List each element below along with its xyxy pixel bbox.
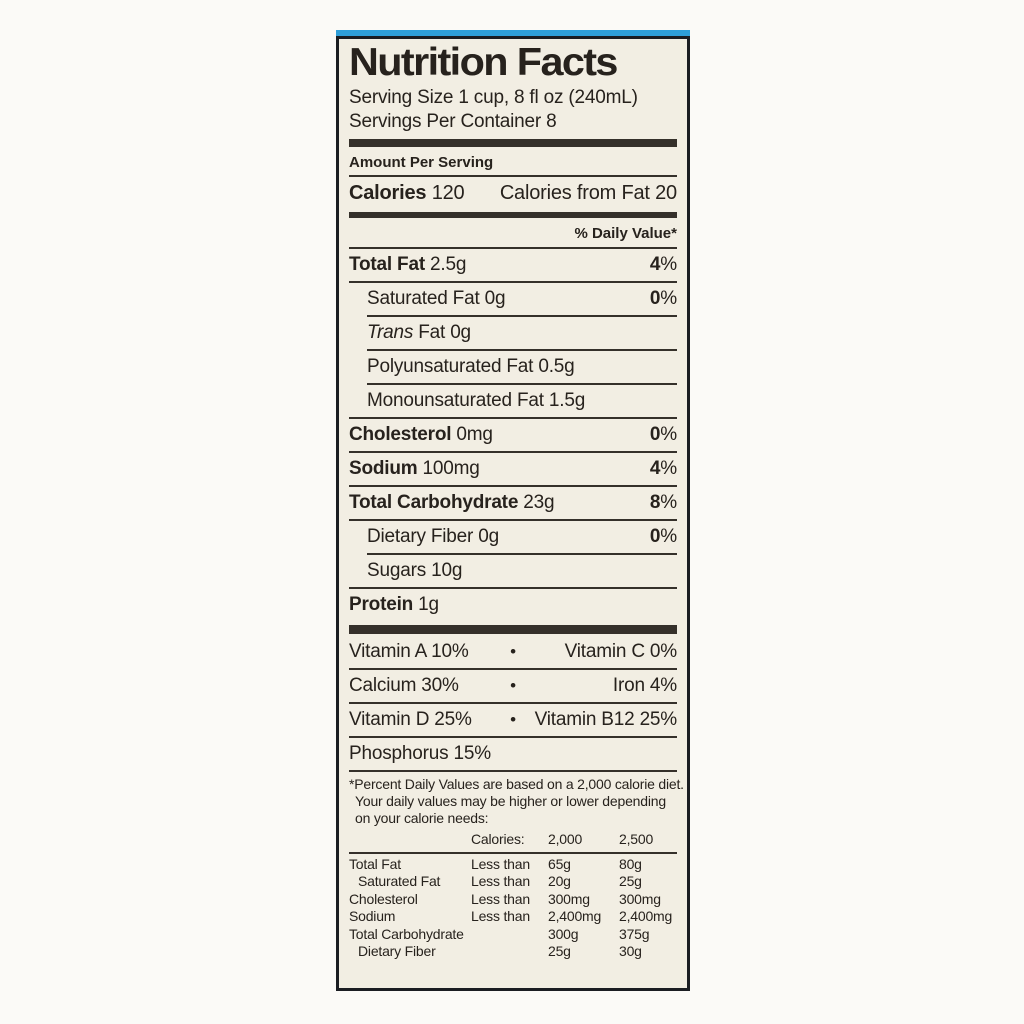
nutrient-name-value: Cholesterol 0mg [349,424,493,446]
reference-value-2000: 20g [548,873,571,890]
calories-value: Calories 120 [349,182,465,205]
daily-value-percent: 0% [649,526,677,548]
thick-divider-protein [349,625,677,634]
vitamin-left: Vitamin D 25% [349,709,472,731]
daily-value-percent: 4% [649,254,677,276]
daily-value-percent: 4% [649,458,677,480]
reference-name: Sodium [349,908,396,925]
col-2500: 2,500 [619,831,654,848]
nutrient-name-value: Monounsaturated Fat 1.5g [367,390,586,412]
nutrient-name-value: Sugars 10g [367,560,463,582]
reference-values-table [349,831,677,961]
reference-value-2000: 2,400mg [548,908,602,925]
reference-name: Total Fat [349,855,401,872]
nutrient-row [367,315,677,349]
nutrient-table [349,249,677,621]
reference-value-2500: 300mg [619,890,661,907]
vitamin-right: Vitamin C 0% [564,641,677,663]
bullet-separator: • [510,642,516,662]
nutrient-row [349,451,677,485]
reference-value-2500: 80g [619,855,642,872]
bullet-separator: • [510,710,516,730]
nutrient-name-value: Total Carbohydrate 23g [349,492,555,514]
reference-qualifier: Less than [471,908,530,925]
vitamin-row [349,636,677,668]
reference-row [349,891,677,909]
vitamin-left: Phosphorus 15% [349,743,491,765]
nutrient-row [367,553,677,587]
daily-value-percent: 0% [649,424,677,446]
reference-value-2500: 30g [619,943,642,960]
nutrition-facts-label [336,36,690,991]
reference-value-2500: 25g [619,873,642,890]
serving-size-text: Serving Size 1 cup, 8 fl oz (240mL) [349,87,638,109]
calories-label: Calories: [471,831,525,848]
nutrient-row [349,281,677,315]
daily-value-footnote [349,772,684,827]
footnote-line: Your daily values may be higher or lower depending [355,793,666,810]
reference-qualifier: Less than [471,855,530,872]
col-2000: 2,000 [548,831,583,848]
reference-value-2500: 375g [619,925,650,942]
thick-divider-calories [349,212,677,218]
nutrient-row [349,249,677,281]
nutrient-name-value: Sodium 100mg [349,458,480,480]
servings-per-container-text: Servings Per Container 8 [349,111,557,133]
nutrient-row [349,587,677,621]
reference-row [349,926,677,944]
reference-row [349,908,677,926]
nutrient-name-value: Total Fat 2.5g [349,254,467,276]
vitamins-table [349,636,677,772]
label-title: Nutrition Facts [349,41,617,84]
vitamin-right: Iron 4% [612,675,677,697]
vitamin-row [349,736,677,772]
vitamin-right: Vitamin B12 25% [534,709,677,731]
reference-header-row [349,831,677,854]
amount-per-serving-heading: Amount Per Serving [349,150,677,177]
reference-name: Dietary Fiber [358,943,436,960]
nutrient-name-value: Trans Fat 0g [367,322,471,344]
daily-value-percent: 8% [649,492,677,514]
reference-row [349,856,677,874]
reference-value-2000: 300g [548,925,579,942]
nutrient-row [367,383,677,417]
nutrient-row [349,519,677,553]
nutrient-name-value: Protein 1g [349,594,439,616]
vitamin-row [349,702,677,736]
reference-value-2000: 65g [548,855,571,872]
vitamin-left: Calcium 30% [349,675,459,697]
nutrient-name-value: Saturated Fat 0g [367,288,506,310]
nutrient-name-value: Polyunsaturated Fat 0.5g [367,356,575,378]
reference-row [349,873,677,891]
reference-name: Cholesterol [349,890,418,907]
footnote-line: *Percent Daily Values are based on a 2,000 calorie diet. [349,776,684,793]
reference-qualifier: Less than [471,890,530,907]
reference-qualifier: Less than [471,873,530,890]
vitamin-left: Vitamin A 10% [349,641,469,663]
thick-divider-top [349,139,677,147]
bullet-separator: • [510,676,516,696]
calories-from-fat: Calories from Fat 20 [499,182,677,205]
footnote-line: on your calorie needs: [355,810,489,827]
calories-row [349,177,677,209]
reference-value-2500: 2,400mg [619,908,673,925]
reference-name: Total Carbohydrate [349,925,464,942]
reference-value-2000: 25g [548,943,571,960]
reference-name: Saturated Fat [358,873,441,890]
reference-value-2000: 300mg [548,890,590,907]
nutrient-row [349,417,677,451]
vitamin-row [349,668,677,702]
daily-value-heading: % Daily Value* [349,221,677,249]
daily-value-percent: 0% [649,288,677,310]
nutrient-name-value: Dietary Fiber 0g [367,526,499,548]
nutrient-row [349,485,677,519]
reference-row [349,943,677,961]
nutrient-row [367,349,677,383]
